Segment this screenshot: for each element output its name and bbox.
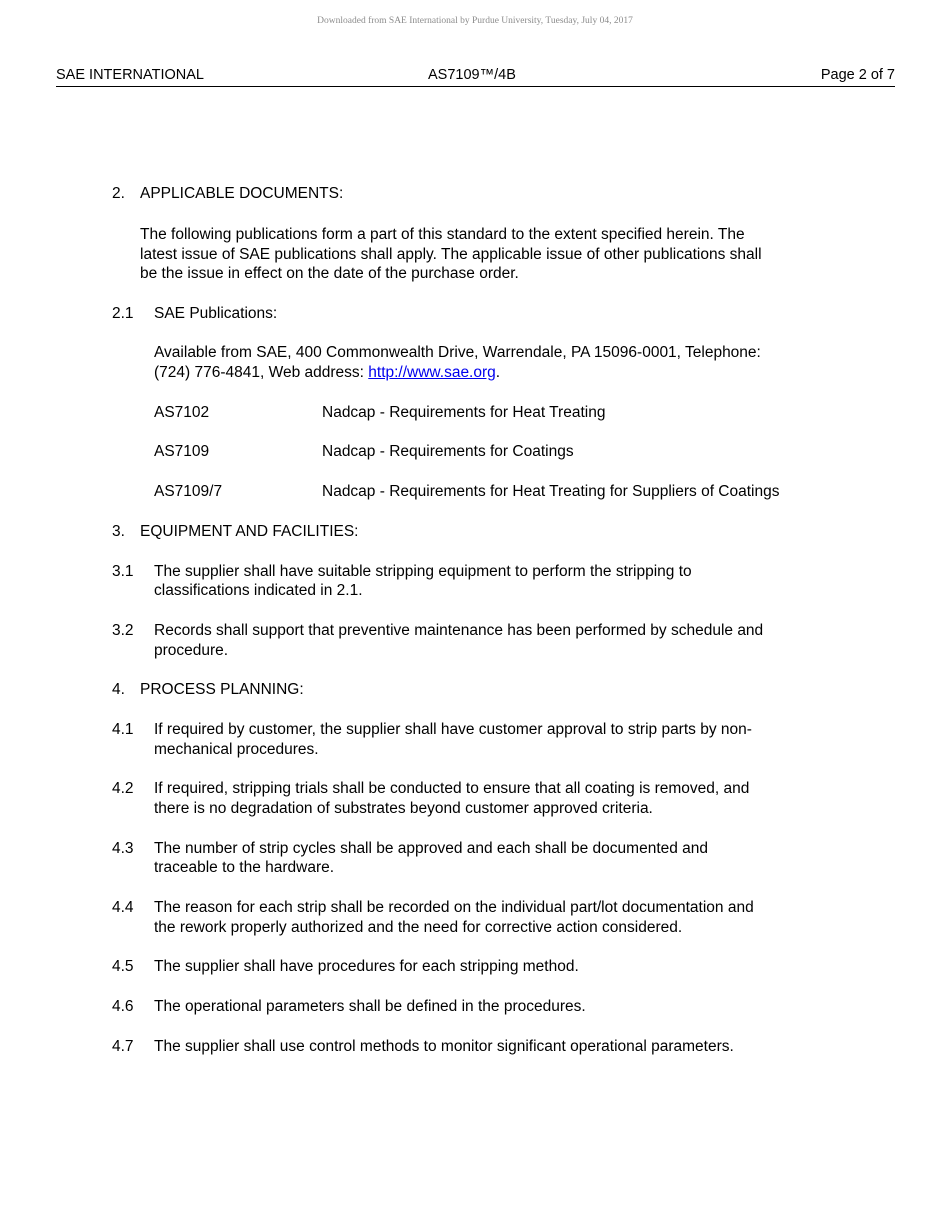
clause-text: there is no degradation of substrates beyond customer approved criteria. <box>154 800 653 817</box>
sae-website-link[interactable]: http://www.sae.org <box>368 364 496 381</box>
clause-text: The operational parameters shall be defined in the procedures. <box>154 998 586 1015</box>
clause-text: If required, stripping trials shall be conducted to ensure that all coating is removed, and <box>154 780 750 797</box>
clause-text: classifications indicated in 2.1. <box>154 582 363 599</box>
ref-title: Nadcap - Requirements for Heat Treating <box>322 404 606 421</box>
section-2-intro-line: The following publications form a part of this standard to the extent specified herein. The <box>140 226 745 243</box>
section-2-1-number: 2.1 <box>112 305 134 322</box>
availability-period: . <box>495 364 501 381</box>
section-2-title: APPLICABLE DOCUMENTS: <box>140 185 344 202</box>
section-number: 2. <box>112 185 125 202</box>
availability-line: Available from SAE, 400 Commonwealth Drive, Warrendale, PA 15096-0001, Telephone: <box>154 344 761 361</box>
clause-text: the rework properly authorized and the need for corrective action considered. <box>154 919 683 936</box>
availability-text: (724) 776-4841, Web address: <box>154 364 369 381</box>
clause-number: 4.1 <box>112 721 134 738</box>
section-2-1-title: SAE Publications: <box>154 305 278 322</box>
clause-text: mechanical procedures. <box>154 741 319 758</box>
section-2-heading <box>112 184 125 204</box>
header-org: SAE INTERNATIONAL <box>56 67 204 83</box>
section-4-number: 4. <box>112 681 125 698</box>
clause-number: 4.2 <box>112 780 134 797</box>
clause-text: Records shall support that preventive maintenance has been performed by schedule and <box>154 622 764 639</box>
ref-title: Nadcap - Requirements for Coatings <box>322 443 574 460</box>
download-watermark: Downloaded from SAE International by Purdue University, Tuesday, July 04, 2017 <box>317 16 633 26</box>
section-2-intro-line: be the issue in effect on the date of the purchase order. <box>140 265 519 282</box>
clause-number: 3.2 <box>112 622 134 639</box>
section-2-intro-line: latest issue of SAE publications shall apply. The applicable issue of other publications shall <box>140 246 762 263</box>
clause-text: The supplier shall have suitable stripping equipment to perform the stripping to <box>154 563 692 580</box>
clause-number: 4.4 <box>112 899 134 916</box>
clause-text: procedure. <box>154 642 229 659</box>
clause-text: The reason for each strip shall be recorded on the individual part/lot documentation and <box>154 899 754 916</box>
clause-number: 4.5 <box>112 958 134 975</box>
header-doc-id: AS7109™/4B <box>428 67 516 83</box>
section-4-title: PROCESS PLANNING: <box>140 681 304 698</box>
ref-code: AS7102 <box>154 404 210 421</box>
clause-text: If required by customer, the supplier shall have customer approval to strip parts by non- <box>154 721 752 738</box>
ref-title: Nadcap - Requirements for Heat Treating for Suppliers of Coatings <box>322 483 780 500</box>
clause-number: 4.7 <box>112 1038 134 1055</box>
clause-text: The supplier shall have procedures for each stripping method. <box>154 958 579 975</box>
ref-code: AS7109 <box>154 443 210 460</box>
page-header <box>56 67 895 87</box>
section-3-title: EQUIPMENT AND FACILITIES: <box>140 523 359 540</box>
clause-number: 4.3 <box>112 840 134 857</box>
section-3-number: 3. <box>112 523 125 540</box>
clause-number: 4.6 <box>112 998 134 1015</box>
clause-text: traceable to the hardware. <box>154 859 335 876</box>
header-page-number: Page 2 of 7 <box>820 67 895 83</box>
clause-number: 3.1 <box>112 563 134 580</box>
clause-text: The supplier shall use control methods to monitor significant operational parameters. <box>154 1038 734 1055</box>
ref-code: AS7109/7 <box>154 483 223 500</box>
availability-line <box>154 363 500 383</box>
clause-text: The number of strip cycles shall be approved and each shall be documented and <box>154 840 709 857</box>
